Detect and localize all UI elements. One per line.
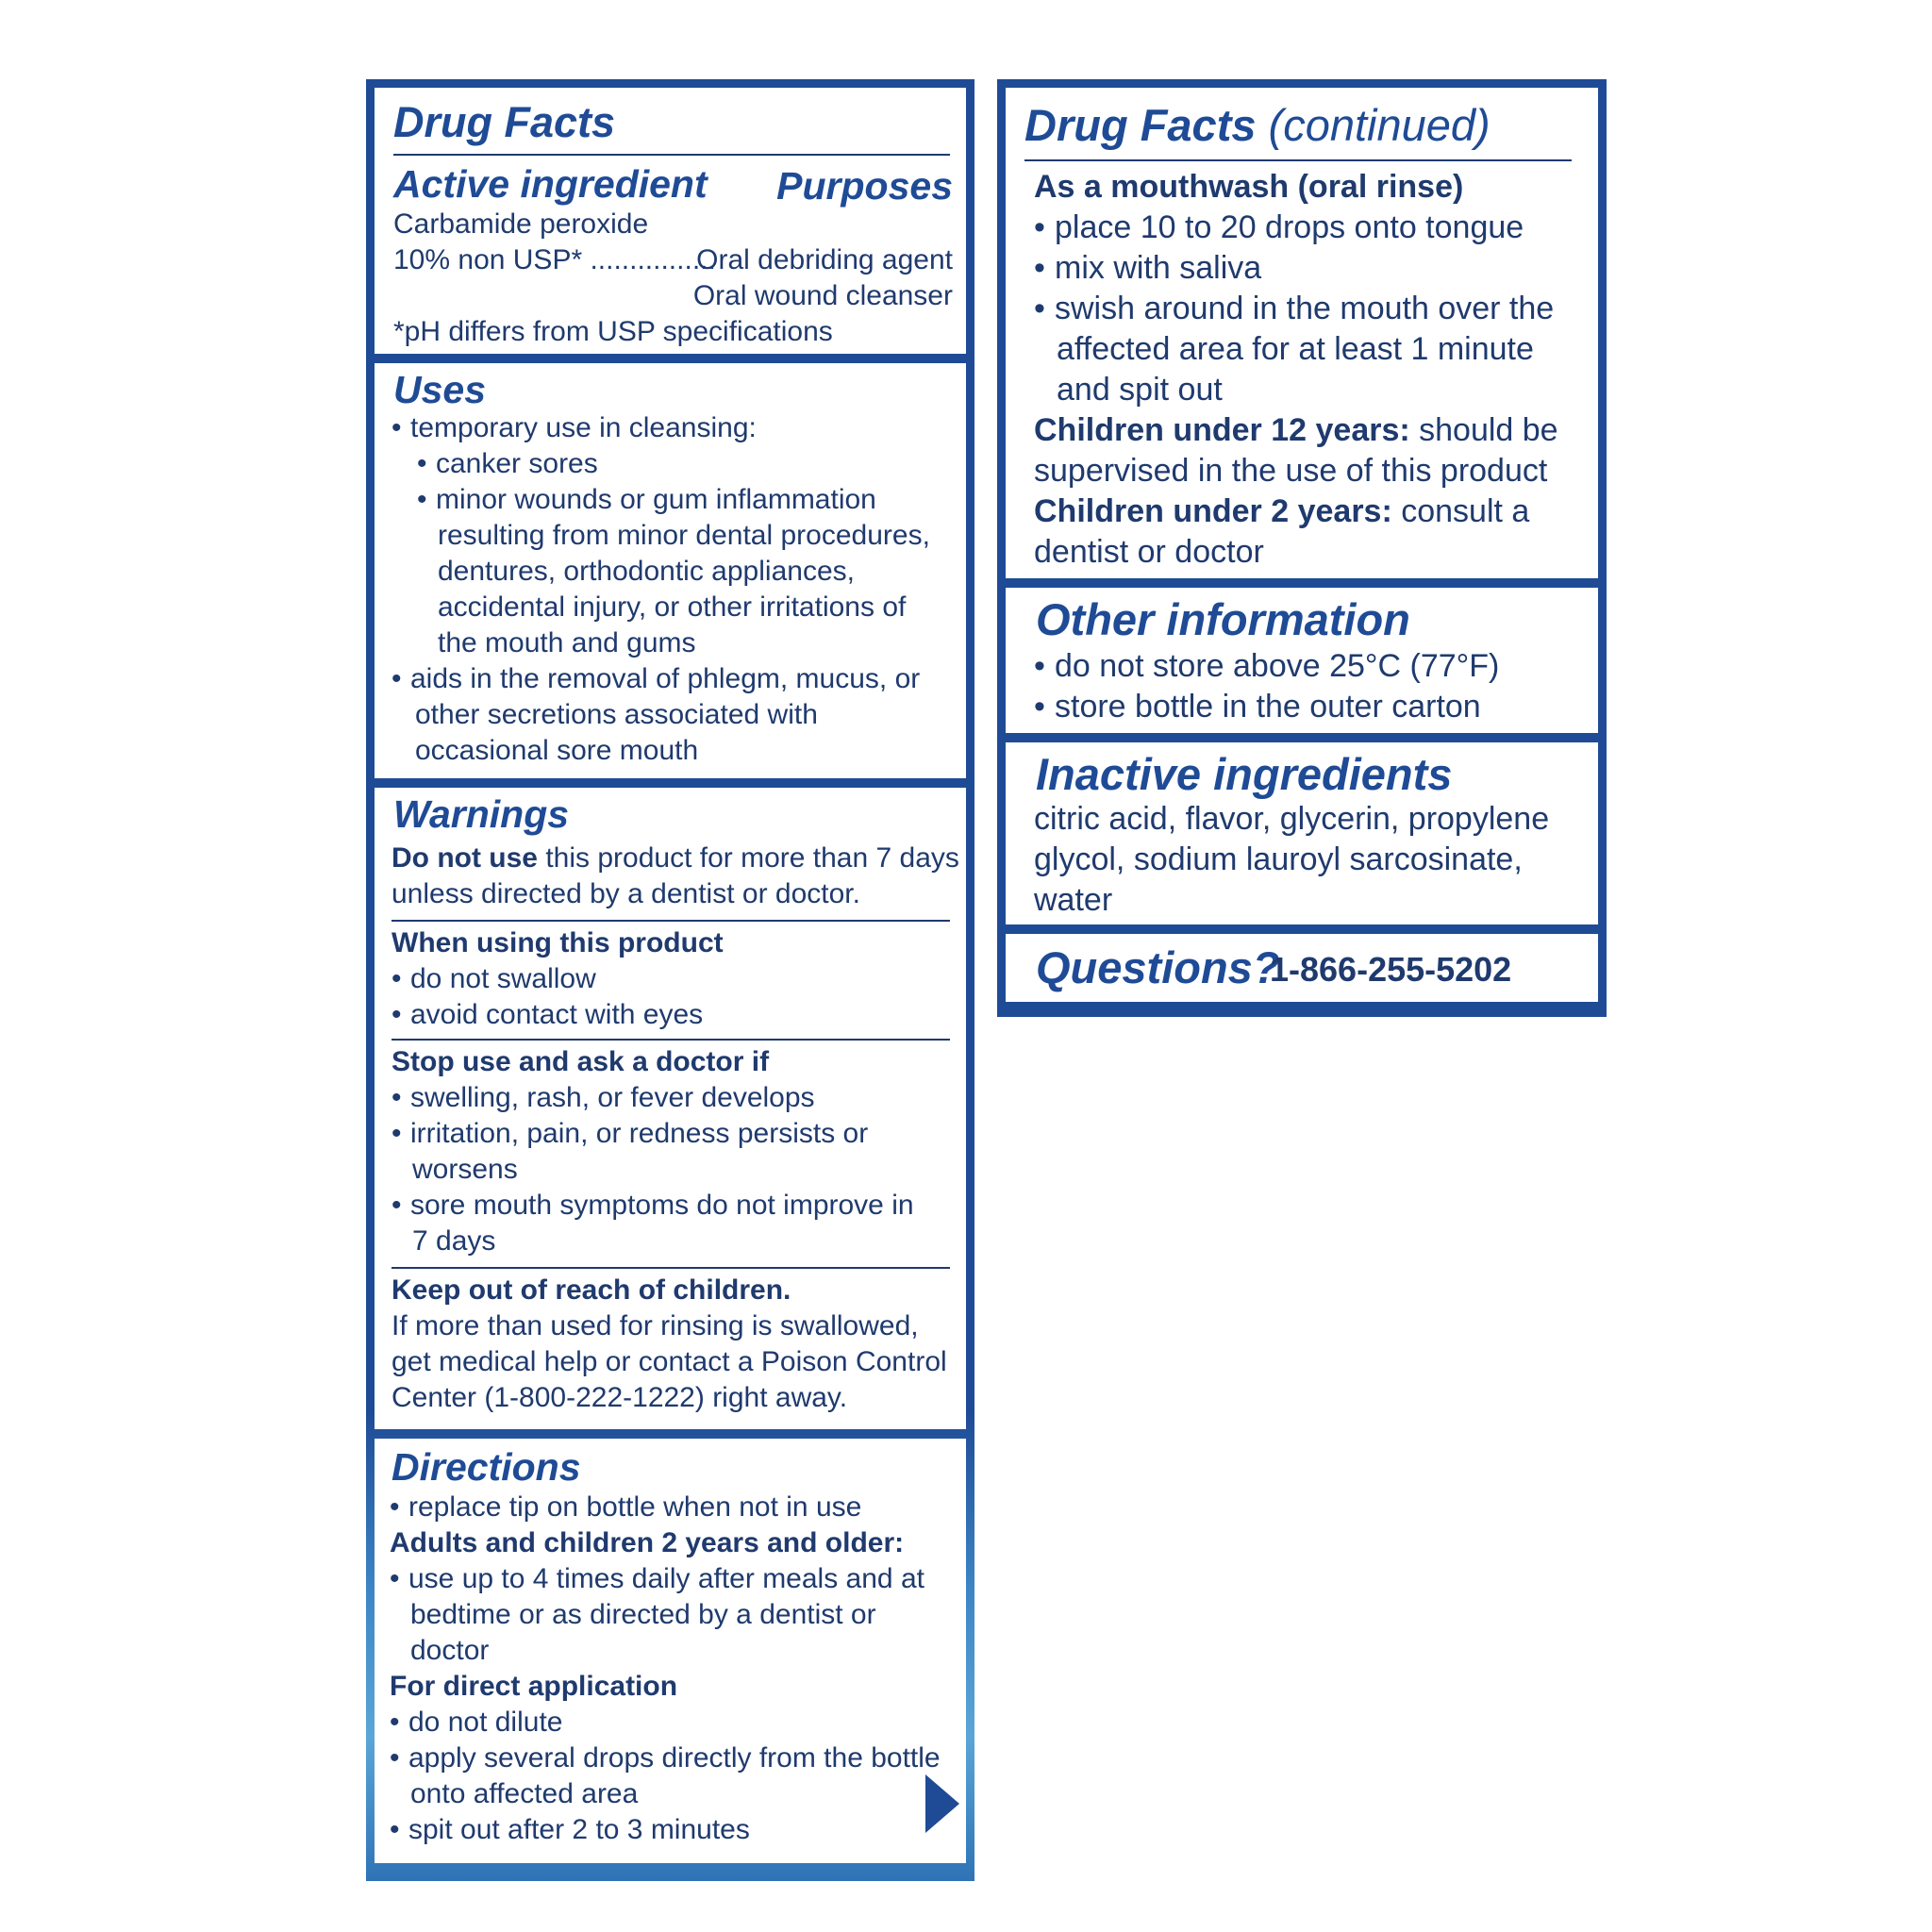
uses-box bbox=[375, 363, 966, 778]
purposes-heading: Purposes bbox=[776, 164, 953, 208]
list-item-continued: the mouth and gums bbox=[438, 627, 696, 658]
children-2-text: Children under 2 years: consult a bbox=[1034, 493, 1530, 529]
list-item-continued: bedtime or as directed by a dentist or bbox=[410, 1599, 876, 1630]
header-rule bbox=[393, 154, 950, 156]
children-12-text: Children under 12 years: should be bbox=[1034, 412, 1558, 448]
ingredient-name: Carbamide peroxide bbox=[393, 208, 649, 240]
uses-heading: Uses bbox=[393, 368, 487, 411]
list-item: • temporary use in cleansing: bbox=[391, 412, 757, 443]
list-item: • do not dilute bbox=[390, 1707, 563, 1738]
list-item-continued: onto affected area bbox=[410, 1778, 639, 1809]
adults-heading: Adults and children 2 years and older: bbox=[390, 1527, 905, 1558]
do-not-use-text: Do not use this product for more than 7 days bbox=[391, 842, 959, 874]
questions-phone: 1-866-255-5202 bbox=[1270, 950, 1512, 989]
list-item: • place 10 to 20 drops onto tongue bbox=[1034, 209, 1524, 245]
directions-heading: Directions bbox=[391, 1445, 581, 1489]
header-rule bbox=[1024, 159, 1572, 161]
inactive-ingredients-box bbox=[1006, 742, 1598, 924]
inactive-text: glycol, sodium lauroyl sarcosinate, bbox=[1034, 841, 1523, 877]
list-item-continued: occasional sore mouth bbox=[415, 735, 699, 766]
mouthwash-heading: As a mouthwash (oral rinse) bbox=[1034, 169, 1464, 205]
keep-out-text: If more than used for rinsing is swallowed, bbox=[391, 1310, 919, 1341]
directions-box bbox=[375, 1439, 966, 1863]
questions-box bbox=[1006, 934, 1598, 1002]
mouthwash-box bbox=[1006, 88, 1598, 578]
active-ingredient-heading: Active ingredient bbox=[393, 162, 708, 206]
other-information-box bbox=[1006, 588, 1598, 733]
when-using-heading: When using this product bbox=[391, 927, 724, 958]
inactive-text: citric acid, flavor, glycerin, propylene bbox=[1034, 801, 1550, 837]
warnings-heading: Warnings bbox=[393, 792, 570, 836]
other-information-heading: Other information bbox=[1036, 594, 1410, 644]
children-12-text-2: supervised in the use of this product bbox=[1034, 453, 1548, 489]
warnings-rule bbox=[391, 1267, 950, 1269]
list-item: • apply several drops directly from the bottle bbox=[390, 1742, 941, 1774]
children-2-text-2: dentist or doctor bbox=[1034, 534, 1264, 570]
list-item: • minor wounds or gum inflammation bbox=[417, 484, 876, 515]
purpose-1: Oral debriding agent bbox=[696, 244, 953, 275]
purpose-2: Oral wound cleanser bbox=[692, 280, 953, 311]
list-item-continued: dentures, orthodontic appliances, bbox=[438, 556, 855, 587]
questions-heading: Questions? bbox=[1036, 942, 1280, 992]
list-item-continued: doctor bbox=[410, 1635, 490, 1666]
list-item: • store bottle in the outer carton bbox=[1034, 689, 1481, 724]
keep-out-text: Center (1-800-222-1222) right away. bbox=[391, 1382, 848, 1413]
list-item-continued: worsens bbox=[412, 1154, 518, 1185]
list-item: • do not swallow bbox=[391, 963, 596, 994]
warnings-box bbox=[375, 788, 966, 1429]
keep-out-text: get medical help or contact a Poison Control bbox=[391, 1346, 947, 1377]
ingredient-strength: 10% non USP* ................ bbox=[393, 244, 716, 275]
do-not-use-text-2: unless directed by a dentist or doctor. bbox=[391, 878, 860, 909]
drug-facts-right-panel bbox=[997, 79, 1607, 1017]
list-item-continued: resulting from minor dental procedures, bbox=[438, 520, 930, 551]
list-item: • do not store above 25°C (77°F) bbox=[1034, 648, 1500, 684]
list-item: • canker sores bbox=[417, 448, 598, 479]
warnings-rule bbox=[391, 920, 950, 922]
list-item: • replace tip on bottle when not in use bbox=[390, 1491, 862, 1523]
list-item: • mix with saliva bbox=[1034, 250, 1262, 286]
list-item: • swish around in the mouth over the bbox=[1034, 291, 1555, 326]
list-item-continued: accidental injury, or other irritations of bbox=[438, 591, 907, 623]
list-item: • aids in the removal of phlegm, mucus, or bbox=[391, 663, 921, 694]
direct-application-heading: For direct application bbox=[390, 1671, 678, 1702]
list-item: • irritation, pain, or redness persists or bbox=[391, 1118, 869, 1149]
list-item-continued: and spit out bbox=[1057, 372, 1223, 408]
list-item-continued: 7 days bbox=[412, 1225, 496, 1257]
list-item-continued: other secretions associated with bbox=[415, 699, 818, 730]
list-item-continued: affected area for at least 1 minute bbox=[1057, 331, 1534, 367]
triangle-right-icon bbox=[925, 1774, 959, 1833]
drug-facts-title: Drug Facts bbox=[393, 98, 616, 146]
ph-footnote: *pH differs from USP specifications bbox=[393, 316, 833, 347]
list-item: • use up to 4 times daily after meals and at bbox=[390, 1563, 924, 1594]
list-item: • spit out after 2 to 3 minutes bbox=[390, 1814, 750, 1845]
active-ingredient-box bbox=[375, 88, 966, 354]
keep-out-heading: Keep out of reach of children. bbox=[391, 1274, 791, 1306]
list-item: • avoid contact with eyes bbox=[391, 999, 704, 1030]
list-item: • sore mouth symptoms do not improve in bbox=[391, 1190, 914, 1221]
list-item: • swelling, rash, or fever develops bbox=[391, 1082, 815, 1113]
inactive-text: water bbox=[1034, 882, 1113, 918]
stop-use-heading: Stop use and ask a doctor if bbox=[391, 1046, 770, 1077]
drug-facts-left-panel bbox=[366, 79, 974, 1881]
drug-facts-continued-title: Drug Facts (continued) bbox=[1024, 100, 1491, 150]
warnings-rule bbox=[391, 1039, 950, 1041]
inactive-ingredients-heading: Inactive ingredients bbox=[1036, 749, 1453, 799]
